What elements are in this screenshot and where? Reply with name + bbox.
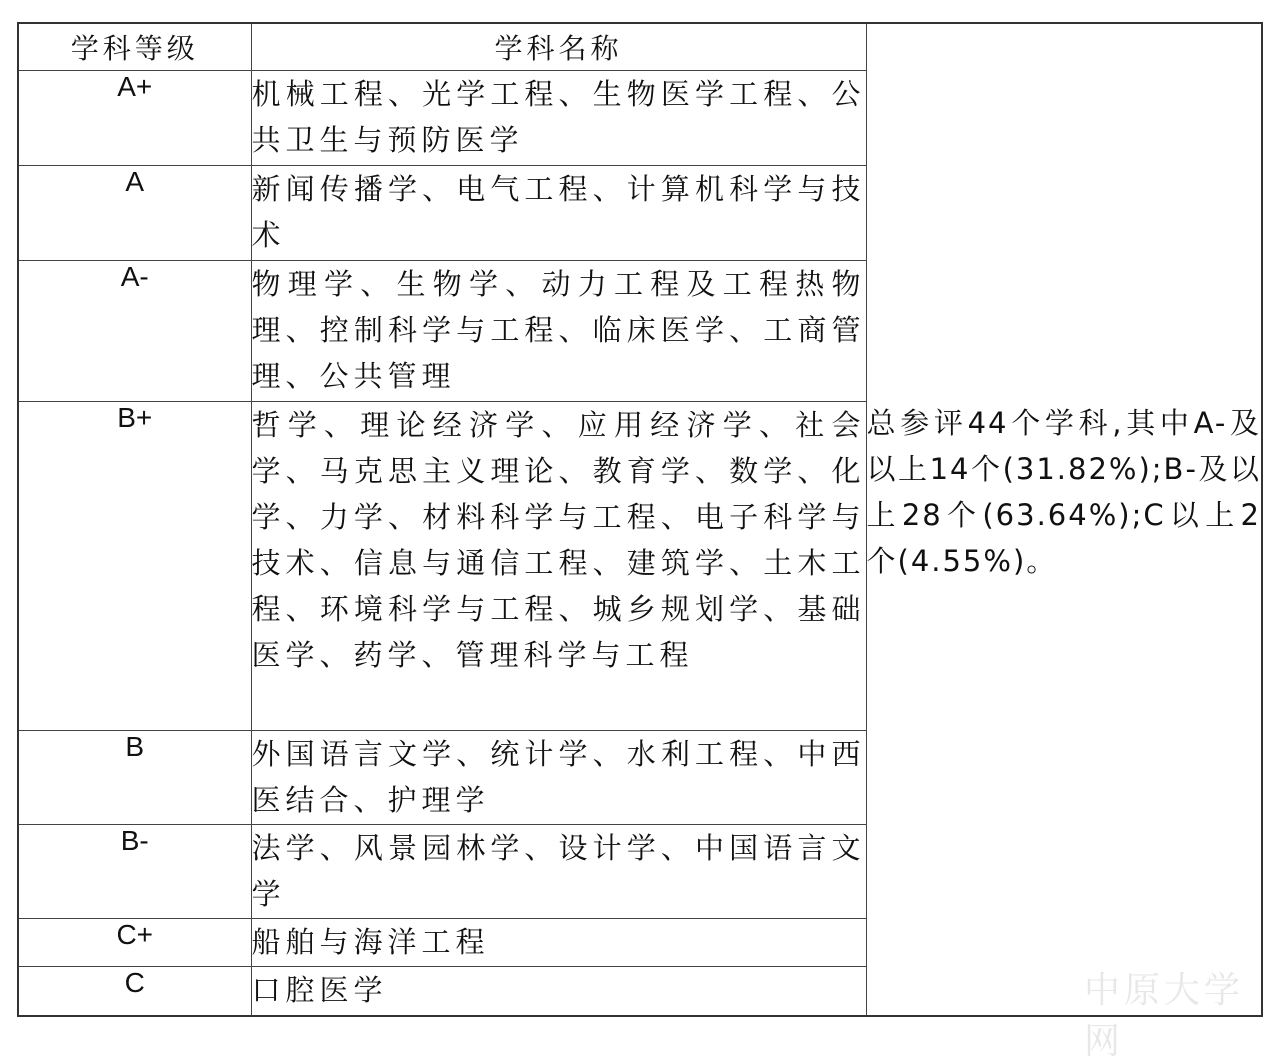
grade-cell: A [18, 166, 251, 261]
table-header-row [18, 23, 1262, 71]
grade-cell: B [18, 731, 251, 825]
discipline-grade-table [17, 22, 1263, 1017]
summary-cell [866, 23, 1262, 1016]
watermark: 中原大学网 [1084, 970, 1245, 1062]
grade-cell: C+ [18, 919, 251, 967]
grade-cell: C [18, 967, 251, 1016]
header-subject-name: 学科名称 [251, 23, 866, 71]
grade-cell: A+ [18, 71, 251, 166]
subjects-cell: 机械工程、光学工程、生物医学工程、公共卫生与预防医学 [251, 71, 866, 166]
grade-cell: B+ [18, 402, 251, 731]
subjects-cell: 船舶与海洋工程 [251, 919, 866, 967]
header-grade: 学科等级 [18, 23, 251, 71]
summary-text: 总参评44个学科,其中A-及以上14个(31.82%);B-及以上28个(63.64%);C以上2个(4.55%)。 [866, 406, 1261, 578]
subjects-cell: 物理学、生物学、动力工程及工程热物理、控制科学与工程、临床医学、工商管理、公共管理 [251, 261, 866, 402]
subjects-cell: 口腔医学 [251, 967, 866, 1016]
subjects-cell: 哲学、理论经济学、应用经济学、社会学、马克思主义理论、教育学、数学、化学、力学、材料科学与工程、电子科学与技术、信息与通信工程、建筑学、土木工程、环境科学与工程、城乡规划学、基础医学、药学、管理科学与工程 [251, 402, 866, 731]
subjects-cell: 新闻传播学、电气工程、计算机科学与技术 [251, 166, 866, 261]
grade-cell: B- [18, 825, 251, 919]
subjects-cell: 法学、风景园林学、设计学、中国语言文学 [251, 825, 866, 919]
subjects-cell: 外国语言文学、统计学、水利工程、中西医结合、护理学 [251, 731, 866, 825]
grade-cell: A- [18, 261, 251, 402]
